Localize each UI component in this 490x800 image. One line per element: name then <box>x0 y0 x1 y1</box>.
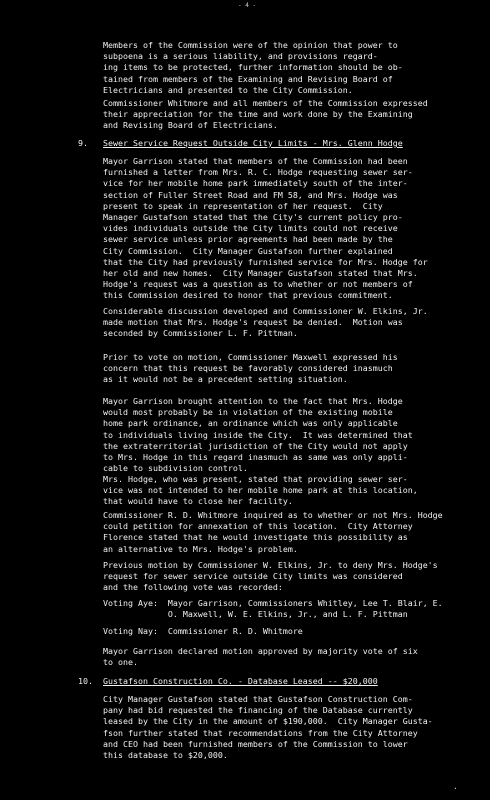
item-title-sewer: Sewer Service Request Outside City Limits - Mrs. Glenn Hodge <box>103 138 403 148</box>
paragraph-previous-motion: Previous motion by Commissioner W. Elkins, Jr. to deny Mrs. Hodge's request for sewer service outside City limits was considered and the following vote was recorded: <box>103 560 438 593</box>
paragraph-declared: Mayor Garrison declared motion approved by majority vote of six to one. <box>103 646 418 668</box>
paragraph-database: City Manager Gustafson stated that Gustafson Construction Com- pany had bid requested the financing of the Database currently leased by the City in the amount of $190,000. City Manager Gusta- fson further stated that recommendations from the City Attorney and CEO had been furnished members of the Commission to lower this database to $20,000. <box>103 694 433 761</box>
vote-nay: Voting Nay: Commissioner R. D. Whitmore <box>103 626 303 636</box>
item-title-database: Gustafson Construction Co. - Database Leased -- $20,000 <box>103 676 378 686</box>
paragraph-subpoena: Members of the Commission were of the opinion that power to subpoena is a serious liability, and provisions regard- ing items to be protected, further information should be ob- tained from members of the Examining and Revising Board of Electricians and presented to the City Commission. <box>103 40 403 95</box>
corner-mark: · <box>453 784 458 793</box>
paragraph-hodge-request: Mayor Garrison stated that members of the Commission had been furnished a letter from Mrs. R. C. Hodge requesting sewer ser- vice for her mobile home park immediately south of the inter- section of Fuller Street Road and FM 58, and Mrs. Hodge was present to speak in representation of her request. City Manager Gustafson stated that the City's current policy pro- vides individuals outside the City limits could not receive sewer service unless prior agreements had been made by the City Commission. City Manager Gustafson further explained that the City had previously furnished service for Mrs. Hodge for her old and new homes. City Manager Gustafson stated that Mrs. Hodge's request was a question as to whether or not members of this Commission desired to honor that previous commitment. <box>103 156 428 301</box>
paragraph-appreciation: Commissioner Whitmore and all members of the Commission expressed their appreciation for the time and work done by the Examining and Revising Board of Electricians. <box>103 98 428 131</box>
paragraph-annexation: Commissioner R. D. Whitmore inquired as to whether or not Mrs. Hodge could petition for annexation of this location. City Attorney Florence stated that he would investigate this possibility as an alternative to Mrs. Hodge's problem. <box>103 510 443 554</box>
item-number-database: 10. <box>78 676 93 686</box>
paragraph-prior-vote: Prior to vote on motion, Commissioner Maxwell expressed his concern that this request be favorably considered inasmuch as it would not be a precedent setting situation. <box>103 352 398 385</box>
vote-aye: Voting Aye: Mayor Garrison, Commissioners Whitley, Lee T. Blair, E. O. Maxwell, W. E. Elkins, Jr., and L. F. Pittman <box>103 598 443 620</box>
page-number: - 4 - <box>238 2 257 9</box>
paragraph-hodge-statement: Mrs. Hodge, who was present, stated that providing sewer ser- vice was not intended to her mobile home park at this location, that would have to close her facility. <box>103 474 418 507</box>
paragraph-ordinance: Mayor Garrison brought attention to the fact that Mrs. Hodge would most probably be in violation of the existing mobile home park ordinance, an ordinance which was only applicable to individuals living inside the City. It was determined that the extraterritorial jurisdiction of the City would not apply to Mrs. Hodge in this regard inasmuch as same was only appli- cable to subdivision control. <box>103 396 413 474</box>
item-number-sewer: 9. <box>78 138 88 148</box>
paragraph-motion-deny: Considerable discussion developed and Commissioner W. Elkins, Jr. made motion that Mrs. Hodge's request be denied. Motion was seconded by Commissioner L. F. Pittman. <box>103 306 428 339</box>
